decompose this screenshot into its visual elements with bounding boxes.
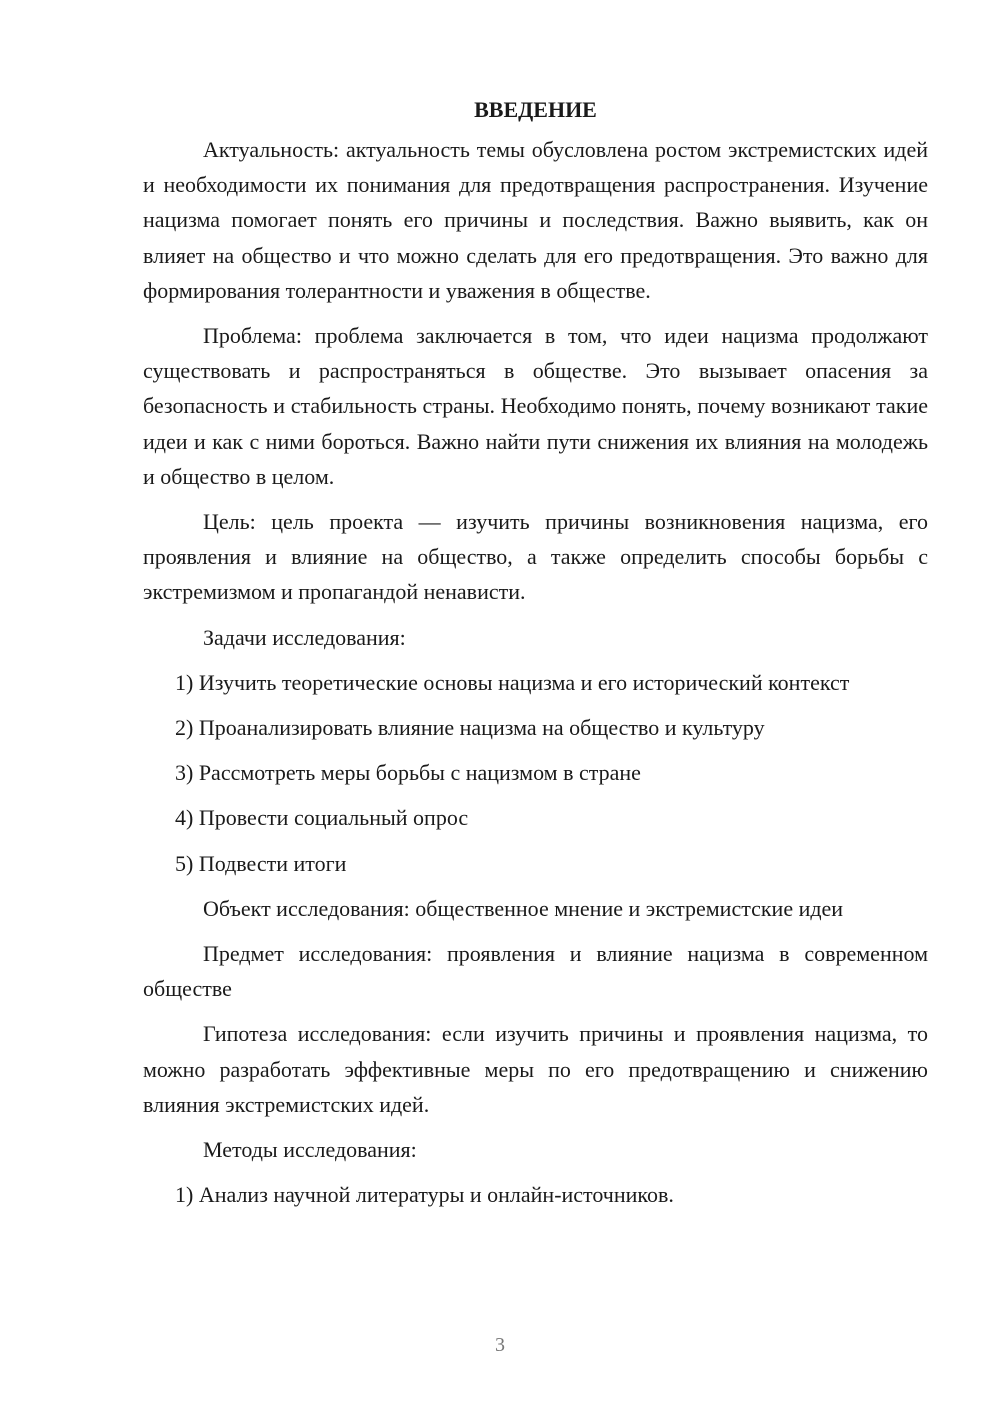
paragraph-problem: Проблема: проблема заключается в том, что идеи нацизма продолжают существовать и распространяться в обществе. Это вызывает опасения за безопасность и стабильность страны. Необходимо понять, почему возникают такие идеи и как с ними бороться. Важно найти пути снижения их влияния на молодежь и общество в целом. (143, 323, 928, 489)
list-item-task-4: 4) Провести социальный опрос (175, 805, 469, 831)
document-page (143, 92, 928, 1212)
paragraph-goal: Цель: цель проекта — изучить причины возникновения нацизма, его проявления и влияние на общество, а также определить способы борьбы с экстремизмом и пропагандой ненависти. (143, 509, 928, 605)
section-title: ВВЕДЕНИЕ (474, 97, 597, 122)
list-item-method-1: 1) Анализ научной литературы и онлайн-источников. (175, 1182, 674, 1208)
list-item-task-2: 2) Проанализировать влияние нацизма на общество и культуру (175, 715, 765, 741)
paragraph-object: Объект исследования: общественное мнение и экстремистские идеи (203, 895, 844, 921)
paragraph-hypothesis: Гипотеза исследования: если изучить причины и проявления нацизма, то можно разработать эффективные меры по его предотвращению и снижению влияния экстремистских идей. (143, 1021, 928, 1117)
list-item-task-1: 1) Изучить теоретические основы нацизма и его исторический контекст (175, 669, 850, 695)
page-number: 3 (495, 1334, 505, 1356)
paragraph-relevance: Актуальность: актуальность темы обусловлена ростом экстремистских идей и необходимости их понимания для предотвращения распространения. Изучение нацизма помогает понять его причины и последствия. Важно выявить, как он влияет на общество и что можно сделать для его предотвращения. Это важно для формирования толерантности и уважения в обществе. (143, 137, 928, 303)
paragraph-tasks-heading: Задачи исследования: (203, 624, 406, 650)
paragraph-methods-heading: Методы исследования: (203, 1137, 417, 1163)
paragraph-subject: Предмет исследования: проявления и влияние нацизма в современном обществе (143, 941, 928, 1002)
list-item-task-5: 5) Подвести итоги (175, 850, 347, 876)
list-item-task-3: 3) Рассмотреть меры борьбы с нацизмом в стране (175, 760, 641, 786)
